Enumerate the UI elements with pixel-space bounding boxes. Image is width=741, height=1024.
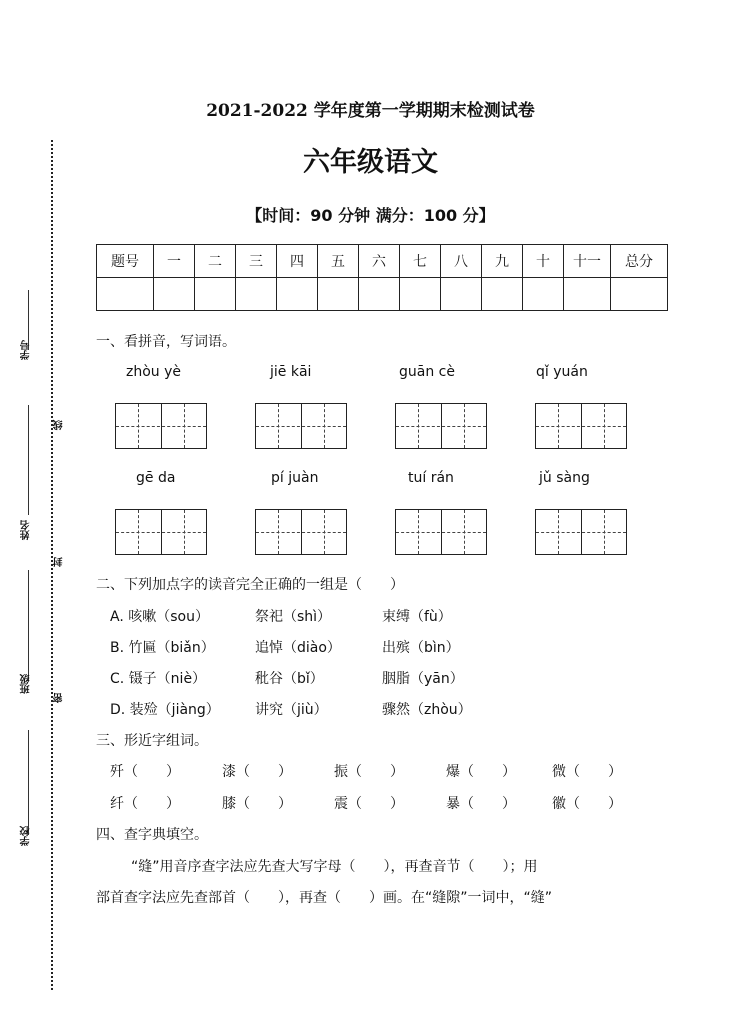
q2-title: 二、下列加点字的读音完全正确的一组是（ ）	[96, 577, 404, 593]
score-table-header-row	[97, 245, 668, 278]
tianzige-box[interactable]	[395, 403, 487, 449]
seal-char-secret: 密	[54, 693, 65, 703]
pinyin-label: pí juàn	[271, 470, 319, 486]
score-entry-cell[interactable]	[318, 278, 359, 311]
option-c-1: C. 镊子（niè）	[110, 671, 207, 687]
seal-char-line: 线	[54, 420, 65, 430]
score-header-cell: 题号	[97, 245, 154, 278]
option-d-1: D. 装殓（jiàng）	[110, 702, 220, 718]
option-c-3: 胭脂（yān）	[382, 671, 464, 687]
pinyin-label: zhòu yè	[126, 364, 182, 380]
tianzige-box[interactable]	[255, 403, 347, 449]
word-group-item: 微（ ）	[552, 764, 622, 780]
school-label: 学校	[21, 826, 32, 846]
option-c-2: 秕谷（bǐ）	[255, 671, 324, 687]
score-header-cell: 二	[195, 245, 236, 278]
class-label: 班级	[21, 674, 32, 694]
school-line	[28, 730, 29, 835]
tianzige-box[interactable]	[115, 403, 207, 449]
word-group-item: 徽（ ）	[552, 796, 622, 812]
score-header-cell: 一	[154, 245, 195, 278]
score-header-cell: 六	[359, 245, 400, 278]
score-entry-cell[interactable]	[523, 278, 564, 311]
option-a-1: A. 咳嗽（sou）	[110, 609, 209, 625]
word-group-item: 暴（ ）	[446, 796, 516, 812]
score-entry-cell[interactable]	[441, 278, 482, 311]
option-b-2: 追悼（diào）	[255, 640, 341, 656]
word-group-item: 漆（ ）	[222, 764, 292, 780]
score-header-cell: 九	[482, 245, 523, 278]
q3-title: 三、形近字组词。	[96, 733, 208, 749]
score-entry-cell[interactable]	[154, 278, 195, 311]
option-a-3: 束缚（fù）	[382, 609, 452, 625]
option-b-1: B. 竹匾（biǎn）	[110, 640, 215, 656]
pinyin-label: jiē kāi	[270, 364, 312, 380]
score-entry-cell[interactable]	[277, 278, 318, 311]
q1-title: 一、看拼音，写词语。	[96, 334, 236, 350]
tianzige-box[interactable]	[115, 509, 207, 555]
score-header-cell: 四	[277, 245, 318, 278]
score-header-cell: 十	[523, 245, 564, 278]
seal-char-seal: 封	[54, 557, 65, 567]
tianzige-box[interactable]	[535, 403, 627, 449]
word-group-item: 歼（ ）	[110, 764, 180, 780]
option-d-2: 讲究（jiù）	[255, 702, 328, 718]
option-a-2: 祭祀（shì）	[255, 609, 332, 625]
pinyin-label: guān cè	[399, 364, 455, 380]
score-entry-cell[interactable]	[97, 278, 154, 311]
tianzige-box[interactable]	[535, 509, 627, 555]
exam-title: 2021-2022 学年度第一学期期末检测试卷	[206, 101, 535, 121]
word-group-item: 爆（ ）	[446, 764, 516, 780]
name-label: 姓名	[21, 520, 32, 540]
pinyin-label: jǔ sàng	[539, 470, 590, 486]
name-line	[28, 405, 29, 515]
score-entry-cell[interactable]	[564, 278, 611, 311]
pinyin-label: qǐ yuán	[536, 364, 588, 380]
score-header-cell: 三	[236, 245, 277, 278]
word-group-item: 纤（ ）	[110, 796, 180, 812]
word-group-item: 震（ ）	[334, 796, 404, 812]
pinyin-label: gē da	[136, 470, 176, 486]
word-group-item: 振（ ）	[334, 764, 404, 780]
score-header-cell: 五	[318, 245, 359, 278]
q4-line-1: “缝”用音序查字法应先查大写字母（ ），再查音节（ ）；用	[131, 859, 538, 875]
score-entry-cell[interactable]	[236, 278, 277, 311]
word-group-item: 膝（ ）	[222, 796, 292, 812]
q4-line-2: 部首查字法应先查部首（ ），再查（ ）画。在“缝隙”一词中，“缝”	[96, 890, 553, 906]
student-id-label: 学号	[21, 340, 32, 360]
score-table	[96, 244, 668, 311]
score-header-cell: 七	[400, 245, 441, 278]
class-line	[28, 570, 29, 680]
score-table-entry-row	[97, 278, 668, 311]
score-header-cell: 八	[441, 245, 482, 278]
score-header-cell: 十一	[564, 245, 611, 278]
q4-title: 四、查字典填空。	[96, 827, 208, 843]
option-b-3: 出殡（bìn）	[382, 640, 460, 656]
score-entry-cell[interactable]	[359, 278, 400, 311]
score-entry-cell[interactable]	[611, 278, 668, 311]
score-header-cell: 总分	[611, 245, 668, 278]
pinyin-label: tuí rán	[408, 470, 454, 486]
score-entry-cell[interactable]	[400, 278, 441, 311]
option-d-3: 骤然（zhòu）	[382, 702, 472, 718]
score-entry-cell[interactable]	[195, 278, 236, 311]
tianzige-box[interactable]	[395, 509, 487, 555]
subject-title: 六年级语文	[303, 147, 438, 178]
tianzige-box[interactable]	[255, 509, 347, 555]
exam-meta: 【时间：90 分钟 满分：100 分】	[246, 206, 495, 225]
score-entry-cell[interactable]	[482, 278, 523, 311]
